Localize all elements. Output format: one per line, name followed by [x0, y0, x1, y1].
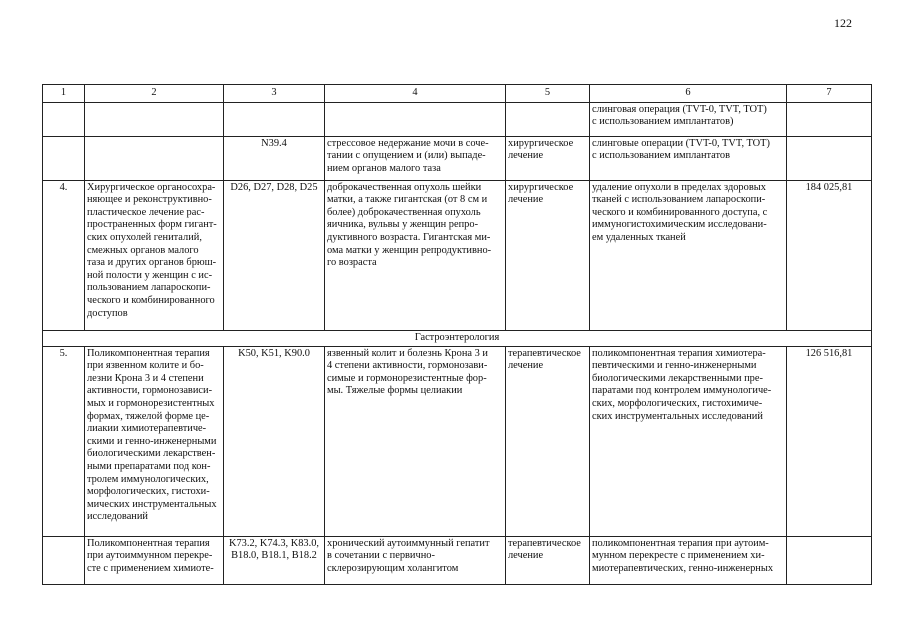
cell-text-line: тролем иммунологических,	[87, 473, 209, 485]
cell-text-line: активности, гормонозависи-	[87, 385, 213, 397]
cell-text-line: ома матки у женщин репродуктивно-	[327, 244, 492, 256]
cell-text-line: с использованием имплантатов	[592, 150, 731, 162]
table-cell	[85, 536, 224, 584]
table-row	[43, 180, 872, 330]
cell-text-line: лечение	[508, 360, 544, 372]
table-cell: 4.	[43, 180, 85, 330]
cell-text-line: ских, морфологических, гистохимиче-	[592, 397, 763, 409]
table-cell	[506, 180, 590, 330]
cell-text-line: терапевтическое	[508, 537, 581, 549]
cell-text-line: в сочетании с первично-	[327, 550, 435, 562]
table-row	[43, 102, 872, 136]
table-cell	[325, 536, 506, 584]
cell-text-line: смежных органов малого	[87, 244, 199, 256]
cell-text-line: Поликомпонентная терапия	[87, 537, 210, 549]
cell-text-line: мических инструментальных	[87, 498, 217, 510]
table-header-cell: 6	[590, 85, 787, 103]
table-header-cell: 1	[43, 85, 85, 103]
table-cell	[506, 102, 590, 136]
table-cell	[325, 180, 506, 330]
cell-text-line: пользованием лапароскопи-	[87, 282, 211, 294]
table-cell	[590, 346, 787, 536]
cell-text-line: ными препаратами под кон-	[87, 460, 211, 472]
table-cell	[224, 102, 325, 136]
cell-text-line: матки, а также гигантская (от 8 см и	[327, 194, 488, 206]
cell-text-line: паратами под контролем иммунологиче-	[592, 385, 772, 397]
cell-text-line: слинговая операция (TVT-0, TVT, TOT)	[592, 103, 767, 115]
cell-text-line: поликомпонентная терапия химиотера-	[592, 347, 766, 359]
cell-text-line: сте с применением химиоте-	[87, 562, 214, 574]
table-cell: 5.	[43, 346, 85, 536]
table-cell	[506, 346, 590, 536]
cell-text-line: дуктивного возраста. Гигантская ми-	[327, 231, 491, 243]
cell-text-line: ских опухолей гениталий,	[87, 231, 202, 243]
cell-text-line: поликомпонентная терапия при аутоим-	[592, 537, 769, 549]
table-cell	[224, 536, 325, 584]
cell-text-line: лезни Крона 3 и 4 степени	[87, 372, 204, 384]
table-header-cell: 3	[224, 85, 325, 103]
cell-text-line: мы. Тяжелые формы целиакии	[327, 385, 463, 397]
medical-procedures-table	[42, 84, 872, 585]
cell-text-line: ческого и комбинированного доступа, с	[592, 206, 768, 218]
table-cell	[85, 102, 224, 136]
cell-text-line: с использованием имплантатов)	[592, 116, 734, 128]
cell-text-line: миотерапевтических, генно-инженерных	[592, 562, 774, 574]
table-cell: D26, D27, D28, D25	[224, 180, 325, 330]
table-row	[43, 136, 872, 180]
table-cell	[85, 136, 224, 180]
cell-text-line: хирургическое	[508, 181, 574, 193]
cell-text-line: при аутоиммунном перекре-	[87, 550, 213, 562]
page-number: 122	[834, 16, 852, 30]
cell-text-line: го возраста	[327, 257, 377, 269]
section-heading: Гастроэнтерология	[43, 330, 872, 346]
cell-text-line: формах, тяжелой форме це-	[87, 410, 210, 422]
table-header-cell: 4	[325, 85, 506, 103]
table-section-row	[43, 330, 872, 346]
cell-text-line: ческого и комбинированного	[87, 294, 215, 306]
table-cell	[590, 180, 787, 330]
cell-text-line: слинговые операции (TVT-0, TVT, TOT)	[592, 137, 770, 149]
table-cell	[506, 536, 590, 584]
table-cell: N39.4	[224, 136, 325, 180]
table-cell: 126 516,81	[787, 346, 872, 536]
cell-text-line: хронический аутоиммунный гепатит	[327, 537, 490, 549]
cell-text-line: ских инструментальных исследований	[592, 410, 763, 422]
cell-text-line: удаление опухоли в пределах здоровых	[592, 181, 766, 193]
cell-text-line: таза и других органов брюш-	[87, 257, 217, 269]
cell-text-line: ем удаленных тканей	[592, 231, 686, 243]
cell-text-line: K73.2, K74.3, K83.0,	[228, 537, 320, 549]
cell-text-line: пространенных форм гигант-	[87, 219, 217, 231]
table-cell	[590, 102, 787, 136]
cell-text-line: B18.0, B18.1, B18.2	[231, 550, 317, 562]
cell-text-line: няющее и реконструктивно-	[87, 194, 212, 206]
cell-text-line: тканей с использованием лапароскопи-	[592, 194, 766, 206]
table-cell	[787, 136, 872, 180]
table-cell	[43, 102, 85, 136]
table-cell	[43, 536, 85, 584]
cell-text-line: лиакии химиотерапевтиче-	[87, 423, 207, 435]
table-cell	[325, 102, 506, 136]
cell-text-line: скими и генно-инженерными	[87, 435, 217, 447]
cell-text-line: более) доброкачественная опухоль	[327, 206, 481, 218]
cell-text-line: язвенный колит и болезнь Крона 3 и	[327, 347, 488, 359]
cell-text-line: Хирургическое органосохра-	[87, 181, 216, 193]
table-cell	[590, 536, 787, 584]
cell-text-line: хирургическое	[508, 137, 574, 149]
table-header-cell: 2	[85, 85, 224, 103]
table-cell: K50, K51, K90.0	[224, 346, 325, 536]
cell-text-line: певтическими и генно-инженерными	[592, 360, 757, 372]
table-cell	[325, 136, 506, 180]
cell-text-line: склерозирующим холангитом	[327, 562, 459, 574]
cell-text-line: при язвенном колите и бо-	[87, 360, 204, 372]
table-cell: 184 025,81	[787, 180, 872, 330]
cell-text-line: 4 степени активности, гормонозави-	[327, 360, 488, 372]
cell-text-line: лечение	[508, 194, 544, 206]
cell-text-line: мунном перекресте с применением хи-	[592, 550, 765, 562]
cell-text-line: симые и гормонорезистентные фор-	[327, 372, 487, 384]
cell-text-line: тании с опущением и (или) выпаде-	[327, 150, 486, 162]
cell-text-line: лечение	[508, 150, 544, 162]
cell-text-line: лечение	[508, 550, 544, 562]
table-cell	[590, 136, 787, 180]
table-cell	[85, 346, 224, 536]
cell-text-line: исследований	[87, 511, 148, 523]
table-header-cell: 5	[506, 85, 590, 103]
cell-text-line: стрессовое недержание мочи в соче-	[327, 137, 489, 149]
table-header-cell: 7	[787, 85, 872, 103]
cell-text-line: доступов	[87, 307, 128, 319]
cell-text-line: ной полости у женщин с ис-	[87, 269, 213, 281]
cell-text-line: Поликомпонентная терапия	[87, 347, 210, 359]
cell-text-line: иммуногистохимическим исследовани-	[592, 219, 767, 231]
cell-text-line: нием органов малого таза	[327, 162, 441, 174]
cell-text-line: биологическими лекарствен-	[87, 448, 216, 460]
cell-text-line: морфологических, гистохи-	[87, 486, 210, 498]
cell-text-line: терапевтическое	[508, 347, 581, 359]
table-cell	[787, 102, 872, 136]
table-cell	[85, 180, 224, 330]
table-cell	[43, 136, 85, 180]
cell-text-line: биологическими лекарственными пре-	[592, 372, 763, 384]
table-row	[43, 346, 872, 536]
table-header-row	[43, 85, 872, 103]
table-cell	[787, 536, 872, 584]
cell-text-line: яичника, вульвы у женщин репро-	[327, 219, 479, 231]
cell-text-line: доброкачественная опухоль шейки	[327, 181, 482, 193]
table-cell	[325, 346, 506, 536]
cell-text-line: мых и гормонорезистентных	[87, 397, 215, 409]
table-row	[43, 536, 872, 584]
cell-text-line: пластическое лечение рас-	[87, 206, 205, 218]
table-cell	[506, 136, 590, 180]
